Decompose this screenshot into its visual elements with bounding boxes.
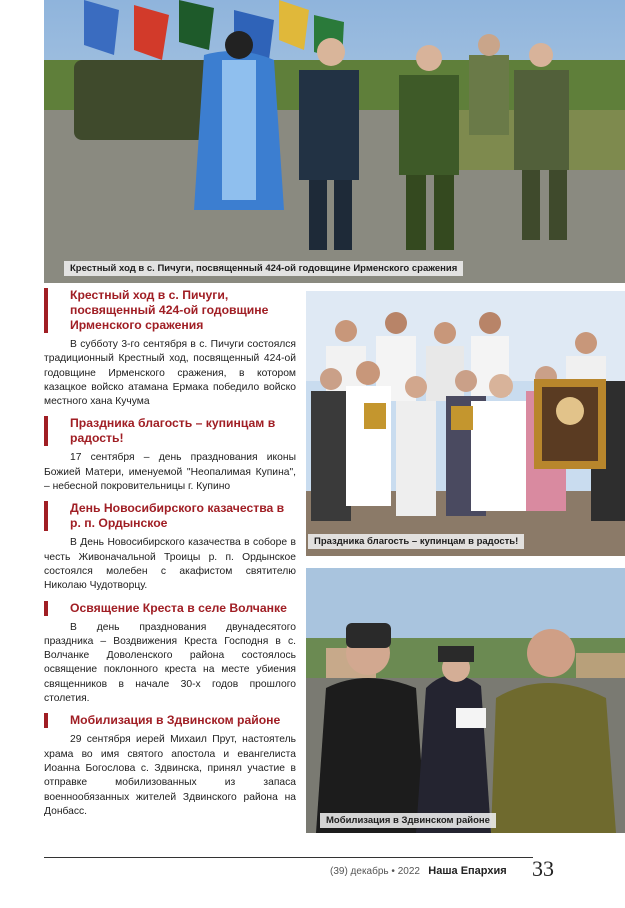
mobilization-image (306, 568, 625, 833)
article-volchanka (44, 601, 296, 707)
footer-issue: (39) декабрь (330, 866, 389, 877)
article-title: Крестный ход в с. Пичуги, посвященный 424-ой годовщине Ирменского сражения (44, 288, 296, 333)
article-pichugi (44, 288, 296, 409)
procession-image (44, 0, 625, 283)
footer-rule (44, 857, 533, 858)
footer-magazine: Наша Епархия (428, 865, 507, 877)
article-body: В день празднования двунадесятого праздника – Воздвижения Креста Господня в с. Волчанке Доволенского района состоялось освящение поклонного креста на месте убиения священников в начале 30-х годов прошлого столетия. (44, 621, 296, 705)
kupino-image (306, 291, 625, 556)
article-kupino (44, 416, 296, 494)
photo-procession (44, 0, 625, 283)
caption-procession: Крестный ход в с. Пичуги, посвященный 424-ой годовщине Ирменского сражения (64, 261, 463, 276)
article-title: Освящение Креста в селе Волчанке (44, 601, 296, 616)
article-title: Мобилизация в Здвинском районе (44, 713, 296, 728)
photo-mobilization (306, 568, 625, 833)
articles-column (44, 288, 296, 826)
footer (330, 865, 507, 877)
article-body: 29 сентября иерей Михаил Прут, настоятель храма во имя святого апостола и евангелиста Иоанна Богослова с. Здвинска, принял участие в отправке мобилизованных из запаса военнообязанных жителей Здвинского района на Донбасс. (44, 734, 296, 817)
article-ordynskoe (44, 501, 296, 593)
caption-mobilization: Мобилизация в Здвинском районе (320, 813, 496, 828)
article-body: В субботу 3-го сентября в с. Пичуги состоялся традиционный Крестный ход, посвященный 424-ой годовщине Ирменского сражения, в котором казацкое войско атамана Ермака победило войско местного хана Кучума (44, 339, 296, 408)
page-number: 33 (532, 856, 554, 881)
article-body: В День Новосибирского казачества в соборе в честь Живоначальной Троицы р. п. Ордынское состоялся молебен с акафистом святителю Николаю Чудотворцу. (44, 537, 296, 592)
footer-bullet: • (391, 866, 395, 877)
caption-kupino: Праздника благость – купинцам в радость! (308, 534, 524, 549)
footer-year: 2022 (397, 866, 420, 877)
photo-kupino (306, 291, 625, 556)
article-zdvinsk (44, 713, 296, 819)
article-title: Праздника благость – купинцам в радость! (44, 416, 296, 446)
article-title: День Новосибирского казачества в р. п. Ордынское (44, 501, 296, 531)
article-body: 17 сентября – день празднования иконы Божией Матери, именуемой "Неопалимая Купина", – небесной покровительницы г. Купино (44, 452, 296, 493)
